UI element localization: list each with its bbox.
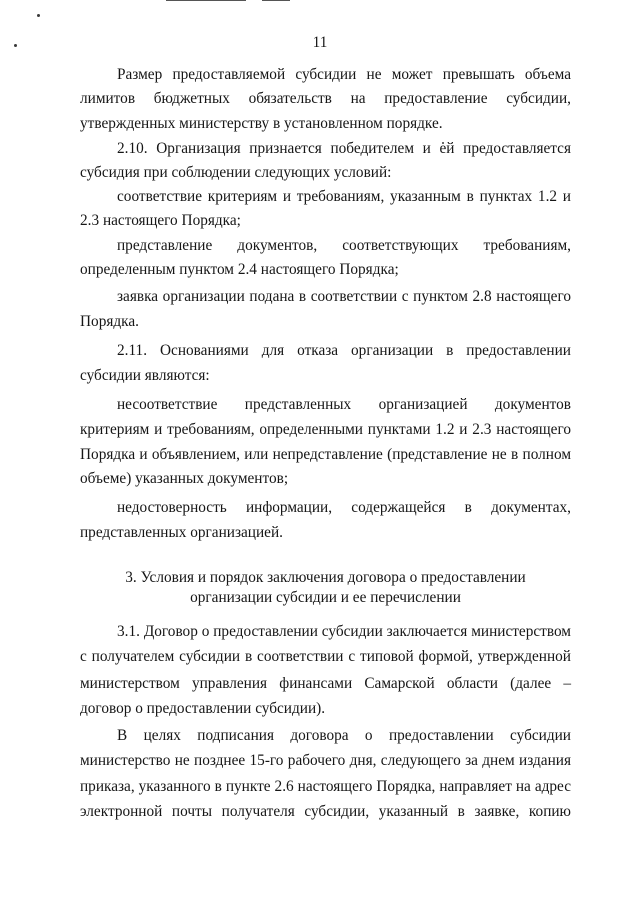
scan-speck: [37, 14, 40, 17]
paragraph-line: представление документов, соответствующих требованиям,: [117, 237, 571, 254]
paragraph-line: субсидия при соблюдении следующих условий:: [80, 164, 392, 181]
scan-edge-line: [262, 0, 290, 1]
paragraph-line: объеме) указанных документов;: [80, 470, 289, 487]
paragraph-line: Размер предоставляемой субсидии не может превышать объема: [117, 66, 571, 83]
paragraph-line: Порядка.: [80, 313, 139, 330]
paragraph-line: В целях подписания договора о предоставлении субсидии: [117, 727, 571, 744]
paragraph-line: определенным пунктом 2.4 настоящего Порядка;: [80, 261, 399, 278]
scan-edge-line: [166, 0, 246, 1]
paragraph-line: лимитов бюджетных обязательств на предоставление субсидии,: [80, 90, 571, 107]
paragraph-line: утвержденных министерству в установленном порядке.: [80, 115, 443, 132]
paragraph-line: субсидии являются:: [80, 367, 210, 384]
paragraph-line: недостоверность информации, содержащейся в документах,: [117, 499, 571, 516]
paragraph-line: несоответствие представленных организацией документов: [117, 396, 571, 413]
heading-line: 3. Условия и порядок заключения договора о предоставлении: [125, 569, 526, 586]
paragraph-line: критериям и требованиям, определенными пунктами 1.2 и 2.3 настоящего: [80, 421, 571, 438]
paragraph-line: 3.1. Договор о предоставлении субсидии заключается министерством: [117, 623, 571, 640]
paragraph-line: заявка организации подана в соответствии с пунктом 2.8 настоящего: [117, 288, 571, 305]
paragraph-line: 2.3 настоящего Порядка;: [80, 212, 241, 229]
scan-speck: [14, 44, 17, 47]
paragraph-line: 2.11. Основаниями для отказа организации в предоставлении: [117, 342, 571, 359]
paragraph-line: договор о предоставлении субсидии).: [80, 700, 326, 717]
paragraph-line: 2.10. Организация признается победителем и ей предоставляется: [117, 140, 571, 157]
paragraph-line: министерство не позднее 15-го рабочего дня, следующего за днем издания: [80, 752, 571, 769]
paragraph-line: представленных организацией.: [80, 524, 283, 541]
paragraph-line: министерством управления финансами Самарской области (далее –: [80, 675, 571, 692]
paragraph-line: Порядка и объявлением, или непредставление (представление не в полном: [80, 446, 571, 463]
paragraph-line: соответствие критериям и требованиям, указанным в пунктах 1.2 и: [117, 188, 571, 205]
paragraph-line: электронной почты получателя субсидии, указанный в заявке, копию: [80, 803, 571, 820]
page-number: 11: [312, 34, 328, 51]
paragraph-line: с получателем субсидии в соответствии с типовой формой, утвержденной: [80, 648, 571, 665]
heading-line: организации субсидии и ее перечислении: [190, 589, 461, 606]
paragraph-line: приказа, указанного в пункте 2.6 настоящего Порядка, направляет на адрес: [80, 778, 571, 795]
